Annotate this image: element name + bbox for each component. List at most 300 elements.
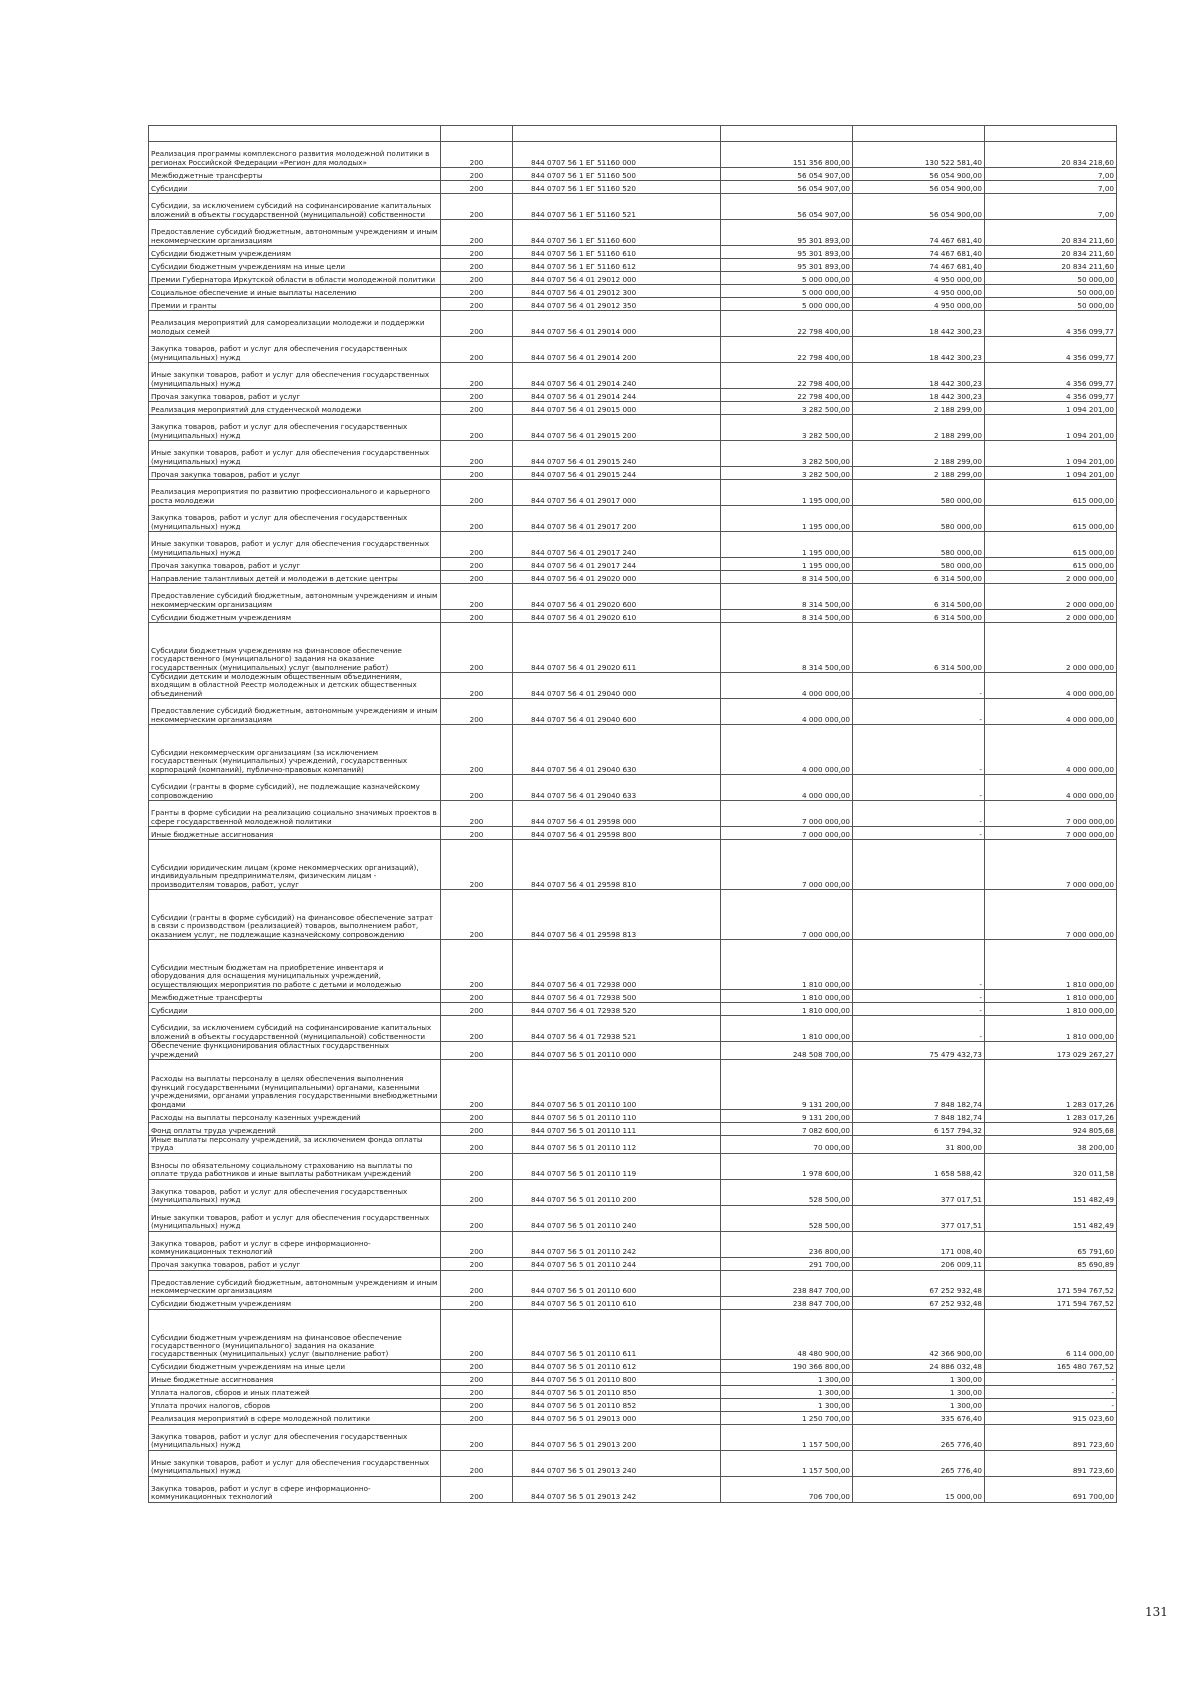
row-remaining-cell: 891 723,60 [985, 1450, 1117, 1476]
row-executed-cell: 580 000,00 [853, 532, 985, 558]
row-name-cell: Предоставление субсидий бюджетным, автономным учреждениям и иным некоммерческим организациям [149, 220, 441, 246]
row-kbk-cell: 844 0707 56 4 01 72938 521 [513, 1016, 721, 1042]
row-executed-cell: - [853, 673, 985, 699]
row-approved-cell: 3 282 500,00 [721, 402, 853, 415]
row-remaining-cell: 1 810 000,00 [985, 1016, 1117, 1042]
table-row [149, 584, 1117, 610]
row-executed-cell: 42 366 900,00 [853, 1309, 985, 1359]
row-code-cell: 200 [441, 990, 513, 1003]
row-kbk-cell: 844 0707 56 4 01 72938 500 [513, 990, 721, 1003]
table-row [149, 181, 1117, 194]
row-approved-cell: 291 700,00 [721, 1257, 853, 1270]
row-kbk-cell: 844 0707 56 4 01 29015 200 [513, 415, 721, 441]
row-code-cell: 200 [441, 389, 513, 402]
row-remaining-cell: 171 594 767,52 [985, 1270, 1117, 1296]
row-name-cell: Субсидии (гранты в форме субсидий) на финансовое обеспечение затрат в связи с производством (реализацией) товаров, выполнением работ, оказанием услуг, не подлежащие казначейскому сопровождению [149, 890, 441, 940]
row-approved-cell: 4 000 000,00 [721, 699, 853, 725]
row-approved-cell: 22 798 400,00 [721, 363, 853, 389]
row-code-cell: 200 [441, 181, 513, 194]
row-code-cell: 200 [441, 801, 513, 827]
row-name-cell: Реализация программы комплексного развития молодежной политики в регионах Российской Федерации «Регион для молодых» [149, 142, 441, 168]
row-name-cell: Взносы по обязательному социальному страхованию на выплаты по оплате труда работников и иные выплаты работникам учреждений [149, 1153, 441, 1179]
row-executed-cell: 6 314 500,00 [853, 610, 985, 623]
row-approved-cell: 1 300,00 [721, 1385, 853, 1398]
row-name-cell: Расходы на выплаты персоналу казенных учреждений [149, 1110, 441, 1123]
row-code-cell: 200 [441, 1411, 513, 1424]
row-remaining-cell: 615 000,00 [985, 506, 1117, 532]
row-approved-cell: 4 000 000,00 [721, 673, 853, 699]
row-approved-cell: 9 131 200,00 [721, 1060, 853, 1110]
row-name-cell: Уплата прочих налогов, сборов [149, 1398, 441, 1411]
row-approved-cell: 95 301 893,00 [721, 259, 853, 272]
row-name-cell: Межбюджетные трансферты [149, 990, 441, 1003]
row-name-cell: Субсидии, за исключением субсидий на софинансирование капитальных вложений в объекты государственной (муниципальной) собственности [149, 1016, 441, 1042]
row-name-cell: Субсидии детским и молодежным общественным объединениям, входящим в областной Реестр молодежных и детских общественных объединений [149, 673, 441, 699]
row-executed-cell: 18 442 300,23 [853, 337, 985, 363]
row-code-cell: 200 [441, 1110, 513, 1123]
row-approved-cell: 151 356 800,00 [721, 142, 853, 168]
row-kbk-cell: 844 0707 56 4 01 29015 244 [513, 467, 721, 480]
row-code-cell: 200 [441, 890, 513, 940]
row-approved-cell: 9 131 200,00 [721, 1110, 853, 1123]
row-code-cell: 200 [441, 1309, 513, 1359]
row-kbk-cell: 844 0707 56 5 01 20110 600 [513, 1270, 721, 1296]
row-name-cell: Иные выплаты персоналу учреждений, за исключением фонда оплаты труда [149, 1136, 441, 1154]
row-remaining-cell: 7 000 000,00 [985, 827, 1117, 840]
row-code-cell: 200 [441, 571, 513, 584]
table-header-row [149, 126, 1117, 142]
row-name-cell: Иные закупки товаров, работ и услуг для обеспечения государственных (муниципальных) нужд [149, 363, 441, 389]
row-executed-cell: 56 054 900,00 [853, 194, 985, 220]
row-code-cell: 200 [441, 272, 513, 285]
row-code-cell: 200 [441, 610, 513, 623]
row-name-cell: Предоставление субсидий бюджетным, автономным учреждениям и иным некоммерческим организациям [149, 699, 441, 725]
row-kbk-cell: 844 0707 56 5 01 20110 612 [513, 1359, 721, 1372]
row-name-cell: Прочая закупка товаров, работ и услуг [149, 1257, 441, 1270]
row-kbk-cell: 844 0707 56 4 01 29017 244 [513, 558, 721, 571]
row-executed-cell: 206 009,11 [853, 1257, 985, 1270]
row-kbk-cell: 844 0707 56 4 01 29598 813 [513, 890, 721, 940]
row-name-cell: Уплата налогов, сборов и иных платежей [149, 1385, 441, 1398]
row-code-cell: 200 [441, 363, 513, 389]
row-executed-cell: 4 950 000,00 [853, 298, 985, 311]
row-kbk-cell: 844 0707 56 5 01 20110 240 [513, 1205, 721, 1231]
row-executed-cell: - [853, 801, 985, 827]
row-approved-cell: 238 847 700,00 [721, 1270, 853, 1296]
row-executed-cell: 171 008,40 [853, 1231, 985, 1257]
row-name-cell: Субсидии бюджетным учреждениям [149, 1296, 441, 1309]
table-row [149, 1003, 1117, 1016]
table-row [149, 827, 1117, 840]
row-remaining-cell: 691 700,00 [985, 1476, 1117, 1502]
row-name-cell: Реализация мероприятий для студенческой молодежи [149, 402, 441, 415]
row-approved-cell: 22 798 400,00 [721, 337, 853, 363]
table-row [149, 246, 1117, 259]
table-row [149, 699, 1117, 725]
row-remaining-cell: 151 482,49 [985, 1179, 1117, 1205]
row-name-cell: Иные закупки товаров, работ и услуг для обеспечения государственных (муниципальных) нужд [149, 532, 441, 558]
table-row [149, 1042, 1117, 1060]
row-kbk-cell: 844 0707 56 5 01 20110 100 [513, 1060, 721, 1110]
row-remaining-cell: - [985, 1398, 1117, 1411]
table-row [149, 890, 1117, 940]
table-row [149, 940, 1117, 990]
row-remaining-cell: 7 000 000,00 [985, 890, 1117, 940]
row-approved-cell: 56 054 907,00 [721, 181, 853, 194]
row-kbk-cell: 844 0707 56 5 01 20110 200 [513, 1179, 721, 1205]
row-code-cell: 200 [441, 840, 513, 890]
row-name-cell: Субсидии юридическим лицам (кроме некоммерческих организаций), индивидуальным предпринимателям, физическим лицам - производителям товаров, работ, услуг [149, 840, 441, 890]
row-code-cell: 200 [441, 298, 513, 311]
row-code-cell: 200 [441, 259, 513, 272]
row-approved-cell: 7 000 000,00 [721, 840, 853, 890]
row-kbk-cell: 844 0707 56 4 01 29020 610 [513, 610, 721, 623]
row-executed-cell: 265 776,40 [853, 1424, 985, 1450]
row-code-cell: 200 [441, 1153, 513, 1179]
row-remaining-cell: 65 791,60 [985, 1231, 1117, 1257]
row-code-cell: 200 [441, 1270, 513, 1296]
row-code-cell: 200 [441, 337, 513, 363]
row-name-cell: Субсидии бюджетным учреждениям [149, 610, 441, 623]
row-approved-cell: 3 282 500,00 [721, 415, 853, 441]
row-name-cell: Премии и гранты [149, 298, 441, 311]
row-approved-cell: 3 282 500,00 [721, 467, 853, 480]
row-kbk-cell: 844 0707 56 4 01 72938 000 [513, 940, 721, 990]
row-executed-cell: 377 017,51 [853, 1205, 985, 1231]
row-code-cell: 200 [441, 1231, 513, 1257]
row-code-cell: 200 [441, 1359, 513, 1372]
row-approved-cell: 8 314 500,00 [721, 623, 853, 673]
row-name-cell: Иные закупки товаров, работ и услуг для обеспечения государственных (муниципальных) нужд [149, 1205, 441, 1231]
row-executed-cell: - [853, 940, 985, 990]
row-name-cell: Расходы на выплаты персоналу в целях обеспечения выполнения функций государственными (муниципальными) органами, казенными учреждениями, органами управления государственными внебюджетными фондами [149, 1060, 441, 1110]
row-kbk-cell: 844 0707 56 4 01 29012 000 [513, 272, 721, 285]
row-approved-cell: 48 480 900,00 [721, 1309, 853, 1359]
row-code-cell: 200 [441, 506, 513, 532]
row-kbk-cell: 844 0707 56 5 01 20110 611 [513, 1309, 721, 1359]
row-executed-cell: 2 188 299,00 [853, 467, 985, 480]
row-approved-cell: 1 300,00 [721, 1372, 853, 1385]
row-executed-cell: - [853, 827, 985, 840]
table-row [149, 610, 1117, 623]
table-row [149, 1398, 1117, 1411]
row-kbk-cell: 844 0707 56 1 ЕГ 51160 612 [513, 259, 721, 272]
table-row [149, 1060, 1117, 1110]
row-approved-cell: 8 314 500,00 [721, 584, 853, 610]
table-row [149, 775, 1117, 801]
row-executed-cell: - [853, 775, 985, 801]
row-remaining-cell: 1 810 000,00 [985, 940, 1117, 990]
row-executed-cell: 56 054 900,00 [853, 181, 985, 194]
row-remaining-cell: 320 011,58 [985, 1153, 1117, 1179]
row-approved-cell: 7 000 000,00 [721, 801, 853, 827]
row-name-cell: Фонд оплаты труда учреждений [149, 1123, 441, 1136]
table-row [149, 558, 1117, 571]
row-name-cell: Направление талантливых детей и молодежи в детские центры [149, 571, 441, 584]
row-kbk-cell: 844 0707 56 5 01 20110 000 [513, 1042, 721, 1060]
row-code-cell: 200 [441, 1123, 513, 1136]
row-kbk-cell: 844 0707 56 5 01 29013 200 [513, 1424, 721, 1450]
row-kbk-cell: 844 0707 56 4 01 29020 000 [513, 571, 721, 584]
row-approved-cell: 236 800,00 [721, 1231, 853, 1257]
row-kbk-cell: 844 0707 56 4 01 29040 000 [513, 673, 721, 699]
table-row [149, 441, 1117, 467]
row-approved-cell: 5 000 000,00 [721, 272, 853, 285]
row-executed-cell: 74 467 681,40 [853, 246, 985, 259]
row-name-cell: Премии Губернатора Иркутской области в области молодежной политики [149, 272, 441, 285]
row-remaining-cell: 615 000,00 [985, 558, 1117, 571]
row-executed-cell: 67 252 932,48 [853, 1296, 985, 1309]
row-code-cell: 200 [441, 220, 513, 246]
row-executed-cell: 24 886 032,48 [853, 1359, 985, 1372]
row-executed-cell [853, 840, 985, 890]
table-row [149, 467, 1117, 480]
row-executed-cell: - [853, 1016, 985, 1042]
row-remaining-cell: - [985, 1372, 1117, 1385]
row-executed-cell: 75 479 432,73 [853, 1042, 985, 1060]
row-remaining-cell: 2 000 000,00 [985, 571, 1117, 584]
row-kbk-cell: 844 0707 56 1 ЕГ 51160 610 [513, 246, 721, 259]
row-kbk-cell: 844 0707 56 5 01 20110 242 [513, 1231, 721, 1257]
table-row [149, 1016, 1117, 1042]
row-name-cell: Закупка товаров, работ и услуг для обеспечения государственных (муниципальных) нужд [149, 1179, 441, 1205]
row-code-cell: 200 [441, 402, 513, 415]
row-remaining-cell: 4 000 000,00 [985, 699, 1117, 725]
row-approved-cell: 56 054 907,00 [721, 194, 853, 220]
table-row [149, 532, 1117, 558]
row-name-cell: Реализация мероприятий в сфере молодежной политики [149, 1411, 441, 1424]
row-executed-cell [853, 890, 985, 940]
row-name-cell: Гранты в форме субсидии на реализацию социально значимых проектов в сфере государственной молодежной политики [149, 801, 441, 827]
row-remaining-cell: 173 029 267,27 [985, 1042, 1117, 1060]
row-remaining-cell: 1 094 201,00 [985, 402, 1117, 415]
table-row [149, 337, 1117, 363]
row-remaining-cell: 151 482,49 [985, 1205, 1117, 1231]
row-name-cell: Межбюджетные трансферты [149, 168, 441, 181]
row-code-cell: 200 [441, 311, 513, 337]
table-row [149, 311, 1117, 337]
row-remaining-cell: 6 114 000,00 [985, 1309, 1117, 1359]
row-approved-cell: 528 500,00 [721, 1205, 853, 1231]
row-remaining-cell: 2 000 000,00 [985, 610, 1117, 623]
row-remaining-cell: 165 480 767,52 [985, 1359, 1117, 1372]
row-name-cell: Субсидии некоммерческим организациям (за исключением государственных (муниципальных) учреждений, государственных корпораций (компаний), публично-правовых компаний) [149, 725, 441, 775]
row-kbk-cell: 844 0707 56 4 01 29017 200 [513, 506, 721, 532]
table-row [149, 1257, 1117, 1270]
row-name-cell: Закупка товаров, работ и услуг для обеспечения государственных (муниципальных) нужд [149, 415, 441, 441]
row-code-cell: 200 [441, 1205, 513, 1231]
row-remaining-cell: 1 283 017,26 [985, 1060, 1117, 1110]
table-row [149, 1179, 1117, 1205]
row-remaining-cell: 1 094 201,00 [985, 441, 1117, 467]
row-remaining-cell: 20 834 211,60 [985, 246, 1117, 259]
row-approved-cell: 1 810 000,00 [721, 990, 853, 1003]
row-name-cell: Реализация мероприятий для самореализации молодежи и поддержки молодых семей [149, 311, 441, 337]
header-cell [513, 126, 721, 142]
row-executed-cell: 335 676,40 [853, 1411, 985, 1424]
row-approved-cell: 248 508 700,00 [721, 1042, 853, 1060]
row-code-cell: 200 [441, 1016, 513, 1042]
row-approved-cell: 7 000 000,00 [721, 827, 853, 840]
row-kbk-cell: 844 0707 56 5 01 29013 000 [513, 1411, 721, 1424]
row-approved-cell: 4 000 000,00 [721, 725, 853, 775]
row-code-cell: 200 [441, 775, 513, 801]
row-remaining-cell: 20 834 211,60 [985, 259, 1117, 272]
table-row [149, 272, 1117, 285]
row-remaining-cell: 50 000,00 [985, 298, 1117, 311]
row-kbk-cell: 844 0707 56 4 01 29598 810 [513, 840, 721, 890]
row-executed-cell: 31 800,00 [853, 1136, 985, 1154]
table-row [149, 1205, 1117, 1231]
budget-execution-table [148, 125, 1117, 1503]
row-kbk-cell: 844 0707 56 1 ЕГ 51160 600 [513, 220, 721, 246]
row-remaining-cell: 7,00 [985, 168, 1117, 181]
row-name-cell: Обеспечение функционирования областных государственных учреждений [149, 1042, 441, 1060]
table-row [149, 673, 1117, 699]
page-number: 131 [1145, 1605, 1168, 1619]
table-row [149, 506, 1117, 532]
row-executed-cell: 6 157 794,32 [853, 1123, 985, 1136]
table-row [149, 168, 1117, 181]
row-executed-cell: 7 848 182,74 [853, 1060, 985, 1110]
row-executed-cell: 580 000,00 [853, 558, 985, 571]
row-name-cell: Субсидии бюджетным учреждениям на финансовое обеспечение государственного (муниципального) задания на оказание государственных (муниципальных) услуг (выполнение работ) [149, 623, 441, 673]
table-row [149, 1359, 1117, 1372]
row-code-cell: 200 [441, 558, 513, 571]
table-row [149, 1270, 1117, 1296]
row-executed-cell: 56 054 900,00 [853, 168, 985, 181]
row-code-cell: 200 [441, 584, 513, 610]
row-code-cell: 200 [441, 467, 513, 480]
row-name-cell: Субсидии бюджетным учреждениям на иные цели [149, 1359, 441, 1372]
row-name-cell: Закупка товаров, работ и услуг в сфере информационно-коммуникационных технологий [149, 1476, 441, 1502]
row-executed-cell: 2 188 299,00 [853, 402, 985, 415]
row-name-cell: Реализация мероприятия по развитию профессионального и карьерного роста молодежи [149, 480, 441, 506]
row-executed-cell: 265 776,40 [853, 1450, 985, 1476]
row-remaining-cell: 20 834 218,60 [985, 142, 1117, 168]
row-code-cell: 200 [441, 1003, 513, 1016]
row-approved-cell: 190 366 800,00 [721, 1359, 853, 1372]
row-approved-cell: 7 000 000,00 [721, 890, 853, 940]
row-kbk-cell: 844 0707 56 4 01 29598 000 [513, 801, 721, 827]
row-executed-cell: 7 848 182,74 [853, 1110, 985, 1123]
row-kbk-cell: 844 0707 56 4 01 29015 000 [513, 402, 721, 415]
row-executed-cell: 1 658 588,42 [853, 1153, 985, 1179]
table-row [149, 220, 1117, 246]
row-approved-cell: 1 810 000,00 [721, 1016, 853, 1042]
row-kbk-cell: 844 0707 56 4 01 29017 240 [513, 532, 721, 558]
table-row [149, 1296, 1117, 1309]
row-executed-cell: 4 950 000,00 [853, 285, 985, 298]
table-row [149, 1411, 1117, 1424]
row-kbk-cell: 844 0707 56 1 ЕГ 51160 000 [513, 142, 721, 168]
table-row [149, 1476, 1117, 1502]
row-code-cell: 200 [441, 1060, 513, 1110]
header-cell [441, 126, 513, 142]
row-name-cell: Прочая закупка товаров, работ и услуг [149, 467, 441, 480]
row-kbk-cell: 844 0707 56 4 01 29020 600 [513, 584, 721, 610]
row-name-cell: Закупка товаров, работ и услуг в сфере информационно-коммуникационных технологий [149, 1231, 441, 1257]
row-executed-cell: 1 300,00 [853, 1385, 985, 1398]
row-remaining-cell: 4 356 099,77 [985, 337, 1117, 363]
row-remaining-cell: 38 200,00 [985, 1136, 1117, 1154]
row-code-cell: 200 [441, 1385, 513, 1398]
row-remaining-cell: 1 810 000,00 [985, 1003, 1117, 1016]
row-remaining-cell: 7 000 000,00 [985, 801, 1117, 827]
row-code-cell: 200 [441, 142, 513, 168]
row-kbk-cell: 844 0707 56 4 01 29598 800 [513, 827, 721, 840]
row-executed-cell: 18 442 300,23 [853, 363, 985, 389]
row-approved-cell: 706 700,00 [721, 1476, 853, 1502]
row-code-cell: 200 [441, 1450, 513, 1476]
row-approved-cell: 56 054 907,00 [721, 168, 853, 181]
header-cell [985, 126, 1117, 142]
row-executed-cell: 74 467 681,40 [853, 259, 985, 272]
row-executed-cell: 2 188 299,00 [853, 415, 985, 441]
table-row [149, 623, 1117, 673]
table-row [149, 298, 1117, 311]
row-approved-cell: 1 195 000,00 [721, 558, 853, 571]
row-executed-cell: 2 188 299,00 [853, 441, 985, 467]
row-remaining-cell: - [985, 1385, 1117, 1398]
table-row [149, 142, 1117, 168]
row-kbk-cell: 844 0707 56 4 01 29014 244 [513, 389, 721, 402]
row-remaining-cell: 924 805,68 [985, 1123, 1117, 1136]
row-approved-cell: 8 314 500,00 [721, 571, 853, 584]
row-code-cell: 200 [441, 532, 513, 558]
table-row [149, 415, 1117, 441]
row-remaining-cell: 1 094 201,00 [985, 467, 1117, 480]
row-code-cell: 200 [441, 725, 513, 775]
table-row [149, 389, 1117, 402]
row-kbk-cell: 844 0707 56 5 01 20110 850 [513, 1385, 721, 1398]
row-kbk-cell: 844 0707 56 5 01 20110 852 [513, 1398, 721, 1411]
row-code-cell: 200 [441, 246, 513, 259]
row-remaining-cell: 915 023,60 [985, 1411, 1117, 1424]
row-name-cell: Прочая закупка товаров, работ и услуг [149, 558, 441, 571]
row-name-cell: Иные закупки товаров, работ и услуг для обеспечения государственных (муниципальных) нужд [149, 441, 441, 467]
row-remaining-cell: 50 000,00 [985, 272, 1117, 285]
row-kbk-cell: 844 0707 56 4 01 29017 000 [513, 480, 721, 506]
table-row [149, 571, 1117, 584]
row-name-cell: Иные бюджетные ассигнования [149, 827, 441, 840]
row-code-cell: 200 [441, 480, 513, 506]
table-row [149, 1372, 1117, 1385]
row-kbk-cell: 844 0707 56 5 01 20110 800 [513, 1372, 721, 1385]
row-approved-cell: 7 082 600,00 [721, 1123, 853, 1136]
row-code-cell: 200 [441, 441, 513, 467]
row-code-cell: 200 [441, 1476, 513, 1502]
row-remaining-cell: 20 834 211,60 [985, 220, 1117, 246]
row-kbk-cell: 844 0707 56 4 01 29040 600 [513, 699, 721, 725]
row-name-cell: Прочая закупка товаров, работ и услуг [149, 389, 441, 402]
table-row [149, 840, 1117, 890]
table-row [149, 1385, 1117, 1398]
row-remaining-cell: 4 000 000,00 [985, 725, 1117, 775]
row-approved-cell: 5 000 000,00 [721, 285, 853, 298]
row-approved-cell: 1 195 000,00 [721, 506, 853, 532]
table-row [149, 1153, 1117, 1179]
row-kbk-cell: 844 0707 56 4 01 29015 240 [513, 441, 721, 467]
row-code-cell: 200 [441, 1136, 513, 1154]
row-kbk-cell: 844 0707 56 1 ЕГ 51160 521 [513, 194, 721, 220]
row-name-cell: Иные бюджетные ассигнования [149, 1372, 441, 1385]
row-name-cell: Закупка товаров, работ и услуг для обеспечения государственных (муниципальных) нужд [149, 1424, 441, 1450]
row-code-cell: 200 [441, 1372, 513, 1385]
row-kbk-cell: 844 0707 56 5 01 20110 244 [513, 1257, 721, 1270]
row-executed-cell: 18 442 300,23 [853, 389, 985, 402]
row-kbk-cell: 844 0707 56 4 01 29020 611 [513, 623, 721, 673]
